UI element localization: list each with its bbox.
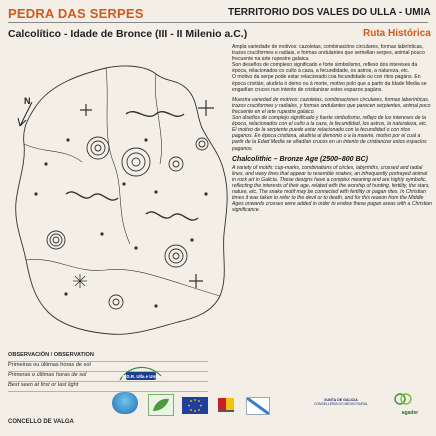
page-title: PEDRA DAS SERPES xyxy=(8,6,144,21)
rock-outline xyxy=(16,66,227,334)
green-leaf-logo xyxy=(148,394,174,416)
adr-logo xyxy=(118,360,163,384)
eu-flag xyxy=(182,397,208,414)
concentric-circles-2 xyxy=(87,137,109,159)
xunta-logo: XUNTA DE GALICIA CONSELLERÍA DO MEDIO RURAL xyxy=(313,398,369,406)
observation-line-gl: Primeiras ou últimas horas de sol xyxy=(8,362,91,368)
en-paragraph: A variety of motifs: cup-marks, combinations of circles, labyrinths, crossed and radial lines, and wavy lines that appear to resemble snakes, an infrequently portrayed animal in rock art in Galicia. These designs have a complex meaning and are highly symbolic, reflecting the interests of their age, related with the worship of hunting, fertility, the stars, nature, etc. The snake motif may be connected with fertility or pagan rites. In Christian times it was taken to refer to the devil or to death, and for this reason from the Middle Ages onwards crosses were added in order to endow these pagan areas with a Christian significance. xyxy=(232,164,432,214)
gl-paragraph: O motivo da serpe pode estar relacionado coa fecundidade ou con ritos pagáns. En época cristián, aludiría ó demo ou á morte, motivo polo que a partir da Idade Media se engadían cruces nun intento de cristianizar estes espazos pagáns. xyxy=(232,74,427,93)
territory-title: TERRITORIO DOS VALES DO ULLA - UMIA xyxy=(228,7,431,18)
agader-logo: agader xyxy=(392,392,428,414)
north-label: N xyxy=(24,96,31,106)
concentric-circles-5 xyxy=(165,245,187,267)
en-heading: Chalcolithic – Bronze Age (2500–800 BC) xyxy=(232,155,368,163)
svg-text:A.D.R. Ulla e Umia: A.D.R. Ulla e Umia xyxy=(121,374,161,379)
es-paragraph: Muestra variedad de motivos: cazoletas, combinaciones circulares, formas laberínticas, trazos cruciformes y radiales, y formas ondulantes que parecen serpientes, animal poco frecuente en el arte rupestre galaico. xyxy=(232,96,431,115)
es-paragraph: Son diseños de complejo significado y fuerte simbolismo, reflejo de los intereses de la época, relacionados con el culto a la caza, la fecundidad, los astros, la naturaleza, etc. xyxy=(232,115,428,128)
route-label: Ruta Histórica xyxy=(363,28,431,39)
gl-paragraph: Son deseños de complexo significado e forte simbolismo, reflexo dos intereses da época, relacionados co culto á caza, a fecundidade, os astros, a natureza, etc. xyxy=(232,62,418,75)
concentric-circles-6 xyxy=(109,295,123,309)
header-divider xyxy=(8,22,428,23)
concentric-circles-7 xyxy=(196,138,208,150)
galicia-flag-logo xyxy=(246,397,270,415)
concentric-circles-1 xyxy=(122,148,150,176)
period-subtitle: Calcolítico - Idade de Bronce (III - II Milenio a.C.) xyxy=(8,28,248,40)
observation-line-en: Best seen at first or last light xyxy=(8,382,79,388)
spain-emblem-logo xyxy=(216,396,238,414)
leader-logo xyxy=(112,392,138,414)
concentric-circles-3 xyxy=(169,157,183,171)
concentric-circles-4 xyxy=(47,231,65,249)
gl-paragraph: Ampla variedade de motivos: cazoletas, combinacións circulares, formas labirínticas, trazos cruciformes e radiais, e formas ondulantes que semellan serpes, animal pouco frecuente na arte rupestre galaica. xyxy=(232,44,425,63)
observation-title: OBSERVACIÓN / OBSERVATION xyxy=(8,352,94,358)
petroglyph-drawing xyxy=(6,44,234,344)
cross-motif xyxy=(198,100,214,116)
observation-block xyxy=(8,352,208,392)
council-name: CONCELLO DE VALGA xyxy=(8,419,74,425)
es-paragraph: El motivo de la serpiente puede estar relacionado con la fecundidad o con ritos paganos. En época cristiana, aludiría al demonio o a la muerte, motivo por el cual a partir de la Edad Media se añadían cruces en un intento de cristianizar estos espacios paganos. xyxy=(232,127,427,152)
snake-motif xyxy=(126,112,184,117)
description-column xyxy=(232,44,432,213)
petroglyph-svg xyxy=(6,44,234,344)
observation-line-es: Primeras o últimas horas de sol xyxy=(8,372,87,378)
